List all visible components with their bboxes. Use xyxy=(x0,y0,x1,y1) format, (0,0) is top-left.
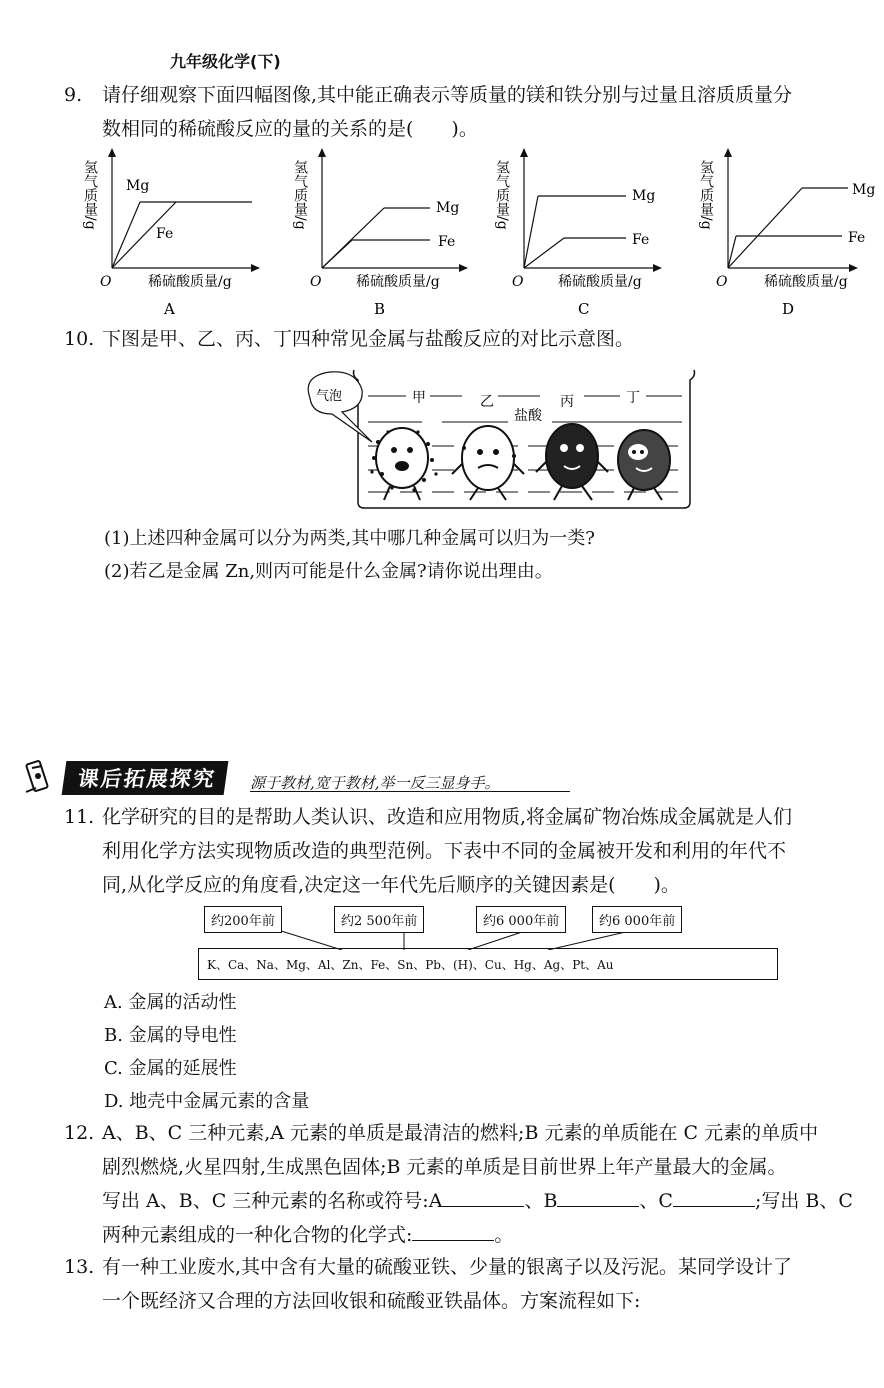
question-12 xyxy=(64,1116,876,1252)
option-b: B. 金属的导电性 xyxy=(104,1025,237,1046)
series-label: Fe xyxy=(848,230,866,246)
era-tag: 约200年前 xyxy=(204,906,282,933)
solution-label: 盐酸 xyxy=(514,408,542,424)
series-fe xyxy=(524,238,564,268)
option-d: D. 地壳中金属元素的含量 xyxy=(104,1091,310,1112)
series-label: Mg xyxy=(632,188,656,204)
text-segment: 。 xyxy=(494,1224,514,1246)
series-mg xyxy=(112,202,140,268)
chart-label: B xyxy=(374,300,386,318)
text-segment: 写出 A、B、C 三种元素的名称或符号:A xyxy=(102,1190,443,1212)
series-label: Mg xyxy=(852,182,876,198)
x-axis-label: 稀硫酸质量/g xyxy=(356,274,440,290)
era-tag: 约6 000年前 xyxy=(476,906,566,933)
metal-yi-figure xyxy=(452,426,524,500)
option-a: A. 金属的活动性 xyxy=(104,992,237,1013)
series-label: Fe xyxy=(156,226,174,242)
blank-formula[interactable] xyxy=(412,1240,494,1241)
origin-label: O xyxy=(512,274,524,290)
question-text: 同,从化学反应的角度看,决定这一年代先后顺序的关键因素是( )。 xyxy=(102,874,680,896)
series-label: Fe xyxy=(438,234,456,250)
question-text: A、B、C 三种元素,A 元素的单质是最清洁的燃料;B 元素的单质能在 C 元素的单质中 xyxy=(102,1122,819,1144)
metal-label-jia: 甲 xyxy=(412,390,426,406)
text-segment: 、C xyxy=(639,1190,673,1212)
x-arrow xyxy=(653,264,662,272)
question-text: 有一种工业废水,其中含有大量的硫酸亚铁、少量的银离子以及污泥。某同学设计了 xyxy=(102,1256,793,1278)
chart-label: D xyxy=(782,300,795,318)
era-tag: 约2 500年前 xyxy=(334,906,424,933)
series-mg xyxy=(728,188,802,268)
question-text-line4 xyxy=(64,1218,876,1252)
series-fe xyxy=(322,240,352,268)
question-text: 请仔细观察下面四幅图像,其中能正确表示等质量的镁和铁分别与过量且溶质质量分 xyxy=(102,84,793,106)
x-arrow xyxy=(251,264,260,272)
question-number: 9. xyxy=(64,84,83,106)
metal-ding-figure xyxy=(618,430,670,500)
metal-label-yi: 乙 xyxy=(480,394,494,410)
section-banner xyxy=(22,758,822,796)
question-number: 12. xyxy=(64,1122,95,1144)
x-arrow xyxy=(849,264,858,272)
text-segment: 、B xyxy=(524,1190,558,1212)
bubble-label: 气泡 xyxy=(316,389,343,404)
y-axis-label: 氢气质量/g xyxy=(82,160,98,230)
chart-c xyxy=(492,148,672,326)
y-axis-label: 氢气质量/g xyxy=(292,160,308,230)
option-c: C. 金属的延展性 xyxy=(104,1058,237,1079)
y-arrow xyxy=(318,148,326,157)
x-axis-label: 稀硫酸质量/g xyxy=(148,274,232,290)
blank-c[interactable] xyxy=(673,1206,755,1207)
series-label: Mg xyxy=(126,178,150,194)
blank-b[interactable] xyxy=(557,1206,639,1207)
text-segment: 两种元素组成的一种化合物的化学式: xyxy=(102,1224,413,1246)
era-tag: 约6 000年前 xyxy=(592,906,682,933)
metal-bing-figure xyxy=(536,424,608,500)
metal-jia-figure xyxy=(370,428,437,500)
question-9 xyxy=(64,78,876,146)
x-arrow xyxy=(459,264,468,272)
metal-label-ding: 丁 xyxy=(626,390,640,406)
chart-b xyxy=(288,148,468,326)
series-label: Mg xyxy=(436,200,460,216)
y-arrow xyxy=(520,148,528,157)
blank-a[interactable] xyxy=(442,1206,524,1207)
y-axis-label: 氢气质量/g xyxy=(494,160,510,230)
series-mg xyxy=(524,196,538,268)
question-text: 数相同的稀硫酸反应的量的关系的是( )。 xyxy=(102,118,478,140)
question-text: 下图是甲、乙、丙、丁四种常见金属与盐酸反应的对比示意图。 xyxy=(102,328,635,350)
question-number: 13. xyxy=(64,1256,95,1278)
q10-sub2: (2)若乙是金属 Zn,则丙可能是什么金属?请你说出理由。 xyxy=(104,561,553,582)
text-segment: ;写出 B、C xyxy=(754,1190,853,1212)
question-number: 11. xyxy=(64,806,95,828)
activity-series: K、Ca、Na、Mg、Al、Zn、Fe、Sn、Pb、(H)、Cu、Hg、Ag、Pt、Au xyxy=(207,958,614,972)
q9-charts xyxy=(80,148,880,326)
question-text-line3 xyxy=(64,1184,876,1218)
beaker-figure xyxy=(302,362,702,514)
chart-label: C xyxy=(578,300,590,318)
question-text: 剧烈燃烧,火星四射,生成黑色固体;B 元素的单质是目前世界上年产量最大的金属。 xyxy=(102,1156,787,1178)
section-title: 课后拓展探究 xyxy=(62,761,229,795)
metal-label-bing: 丙 xyxy=(560,394,574,410)
chart-d xyxy=(696,148,876,326)
question-text: 一个既经济又合理的方法回收银和硫酸亚铁晶体。方案流程如下: xyxy=(102,1290,641,1312)
origin-label: O xyxy=(716,274,728,290)
question-text: 利用化学方法实现物质改造的典型范例。下表中不同的金属被开发和利用的年代不 xyxy=(102,840,787,862)
section-subtitle: 源于教材,宽于教材,举一反三显身手。 xyxy=(250,774,500,792)
chart-label: A xyxy=(164,300,175,318)
origin-label: O xyxy=(310,274,322,290)
x-axis-label: 稀硫酸质量/g xyxy=(558,274,642,290)
y-arrow xyxy=(724,148,732,157)
pencil-icon xyxy=(22,758,62,796)
chart-a xyxy=(80,148,260,326)
question-11 xyxy=(64,800,876,902)
speech-bubble xyxy=(308,372,372,442)
origin-label: O xyxy=(100,274,112,290)
question-13 xyxy=(64,1250,876,1318)
activity-series-box xyxy=(198,948,778,980)
question-text: 化学研究的目的是帮助人类认识、改造和应用物质,将金属矿物冶炼成金属就是人们 xyxy=(102,806,793,828)
series-label: Fe xyxy=(632,232,650,248)
y-axis-label: 氢气质量/g xyxy=(698,160,714,230)
x-axis-label: 稀硫酸质量/g xyxy=(764,274,848,290)
question-10 xyxy=(64,322,876,356)
page-header: 九年级化学(下) xyxy=(170,52,281,71)
question-number: 10. xyxy=(64,328,95,350)
y-arrow xyxy=(108,148,116,157)
banner-underline xyxy=(250,791,570,792)
q10-sub1: (1)上述四种金属可以分为两类,其中哪几种金属可以归为一类? xyxy=(104,528,595,549)
